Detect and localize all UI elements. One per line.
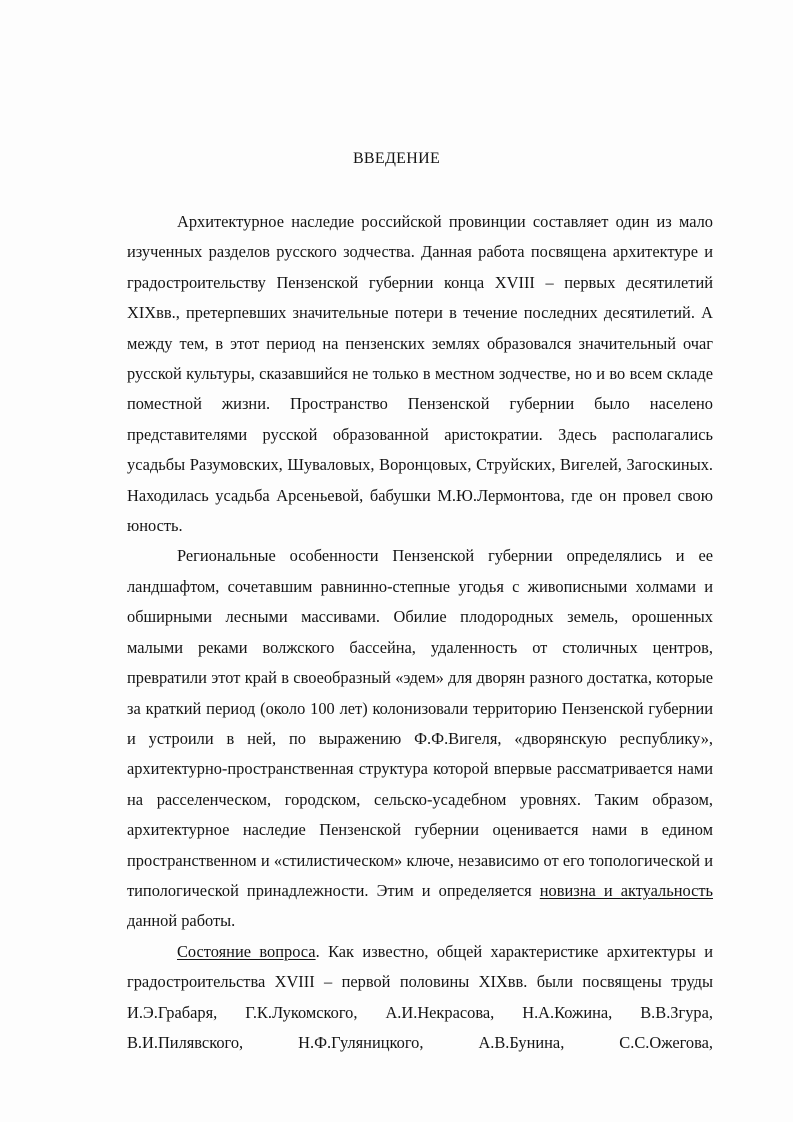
page-title: ВВЕДЕНИЕ <box>352 150 441 167</box>
paragraph-regional-text: Региональные особенности Пензенской губернии определялись и ее ландшафтом, сочетавшим равнинно-степные угодья с живописными холмами и обширными лесными массивами. Обилие плодородных земель, орошенных малыми реками волжского бассейна, удаленность от столичных центров, превратили этот край в своеобразный «эдем» для дворян разного достатка, которые за краткий период (около 100 лет) колонизовали территорию Пензенской губернии и устроили в ней, по выражению Ф.Ф.Вигеля, «дворянскую республику», архитектурно-пространственная структура которой впервые рассматривается нами на расселенческом, городском, сельско-усадебном уровнях. Таким образом, архитектурное наследие Пензенской губернии оценивается нами в едином пространственном и «стилистическом» ключе, независимо от его топологической и типологической принадлежности. Этим и определяется <box>127 546 713 900</box>
document-body <box>127 207 713 1058</box>
novelty-underlined: новизна и актуальность <box>539 880 714 900</box>
paragraph-regional-end: данной работы. <box>127 911 236 931</box>
state-of-question-heading: Состояние вопроса <box>177 941 316 961</box>
state-of-question-text: . Как известно, общей характеристике архитектуры и градостроительства XVIII – первой половины XIXвв. были посвящены труды И.Э.Грабаря, Г.К.Лукомского, А.И.Некрасова, Н.А.Кожина, В.В.Згура, В.И.Пилявского, Н.Ф.Гуляницкого, А.В.Бунина, С.С.Ожегова, <box>127 941 713 1052</box>
paragraph-state-of-question <box>127 937 713 1059</box>
paragraph-intro: Архитектурное наследие российской провинции составляет один из мало изученных разделов русского зодчества. Данная работа посвящена архитектуре и градостроительству Пензенской губернии конца XVIII – первых десятилетий XIXвв., претерпевших значительные потери в течение последних десятилетий. А между тем, в этот период на пензенских землях образовался значительный очаг русской культуры, сказавшийся не только в местном зодчестве, но и во всем складе поместной жизни. Пространство Пензенской губернии было населено представителями русской образованной аристократии. Здесь располагались усадьбы Разумовских, Шуваловых, Воронцовых, Струйских, Вигелей, Загоскиных. Находилась усадьба Арсеньевой, бабушки М.Ю.Лермонтова, где он провел свою юность. <box>127 212 713 536</box>
paragraph-regional <box>127 541 713 936</box>
